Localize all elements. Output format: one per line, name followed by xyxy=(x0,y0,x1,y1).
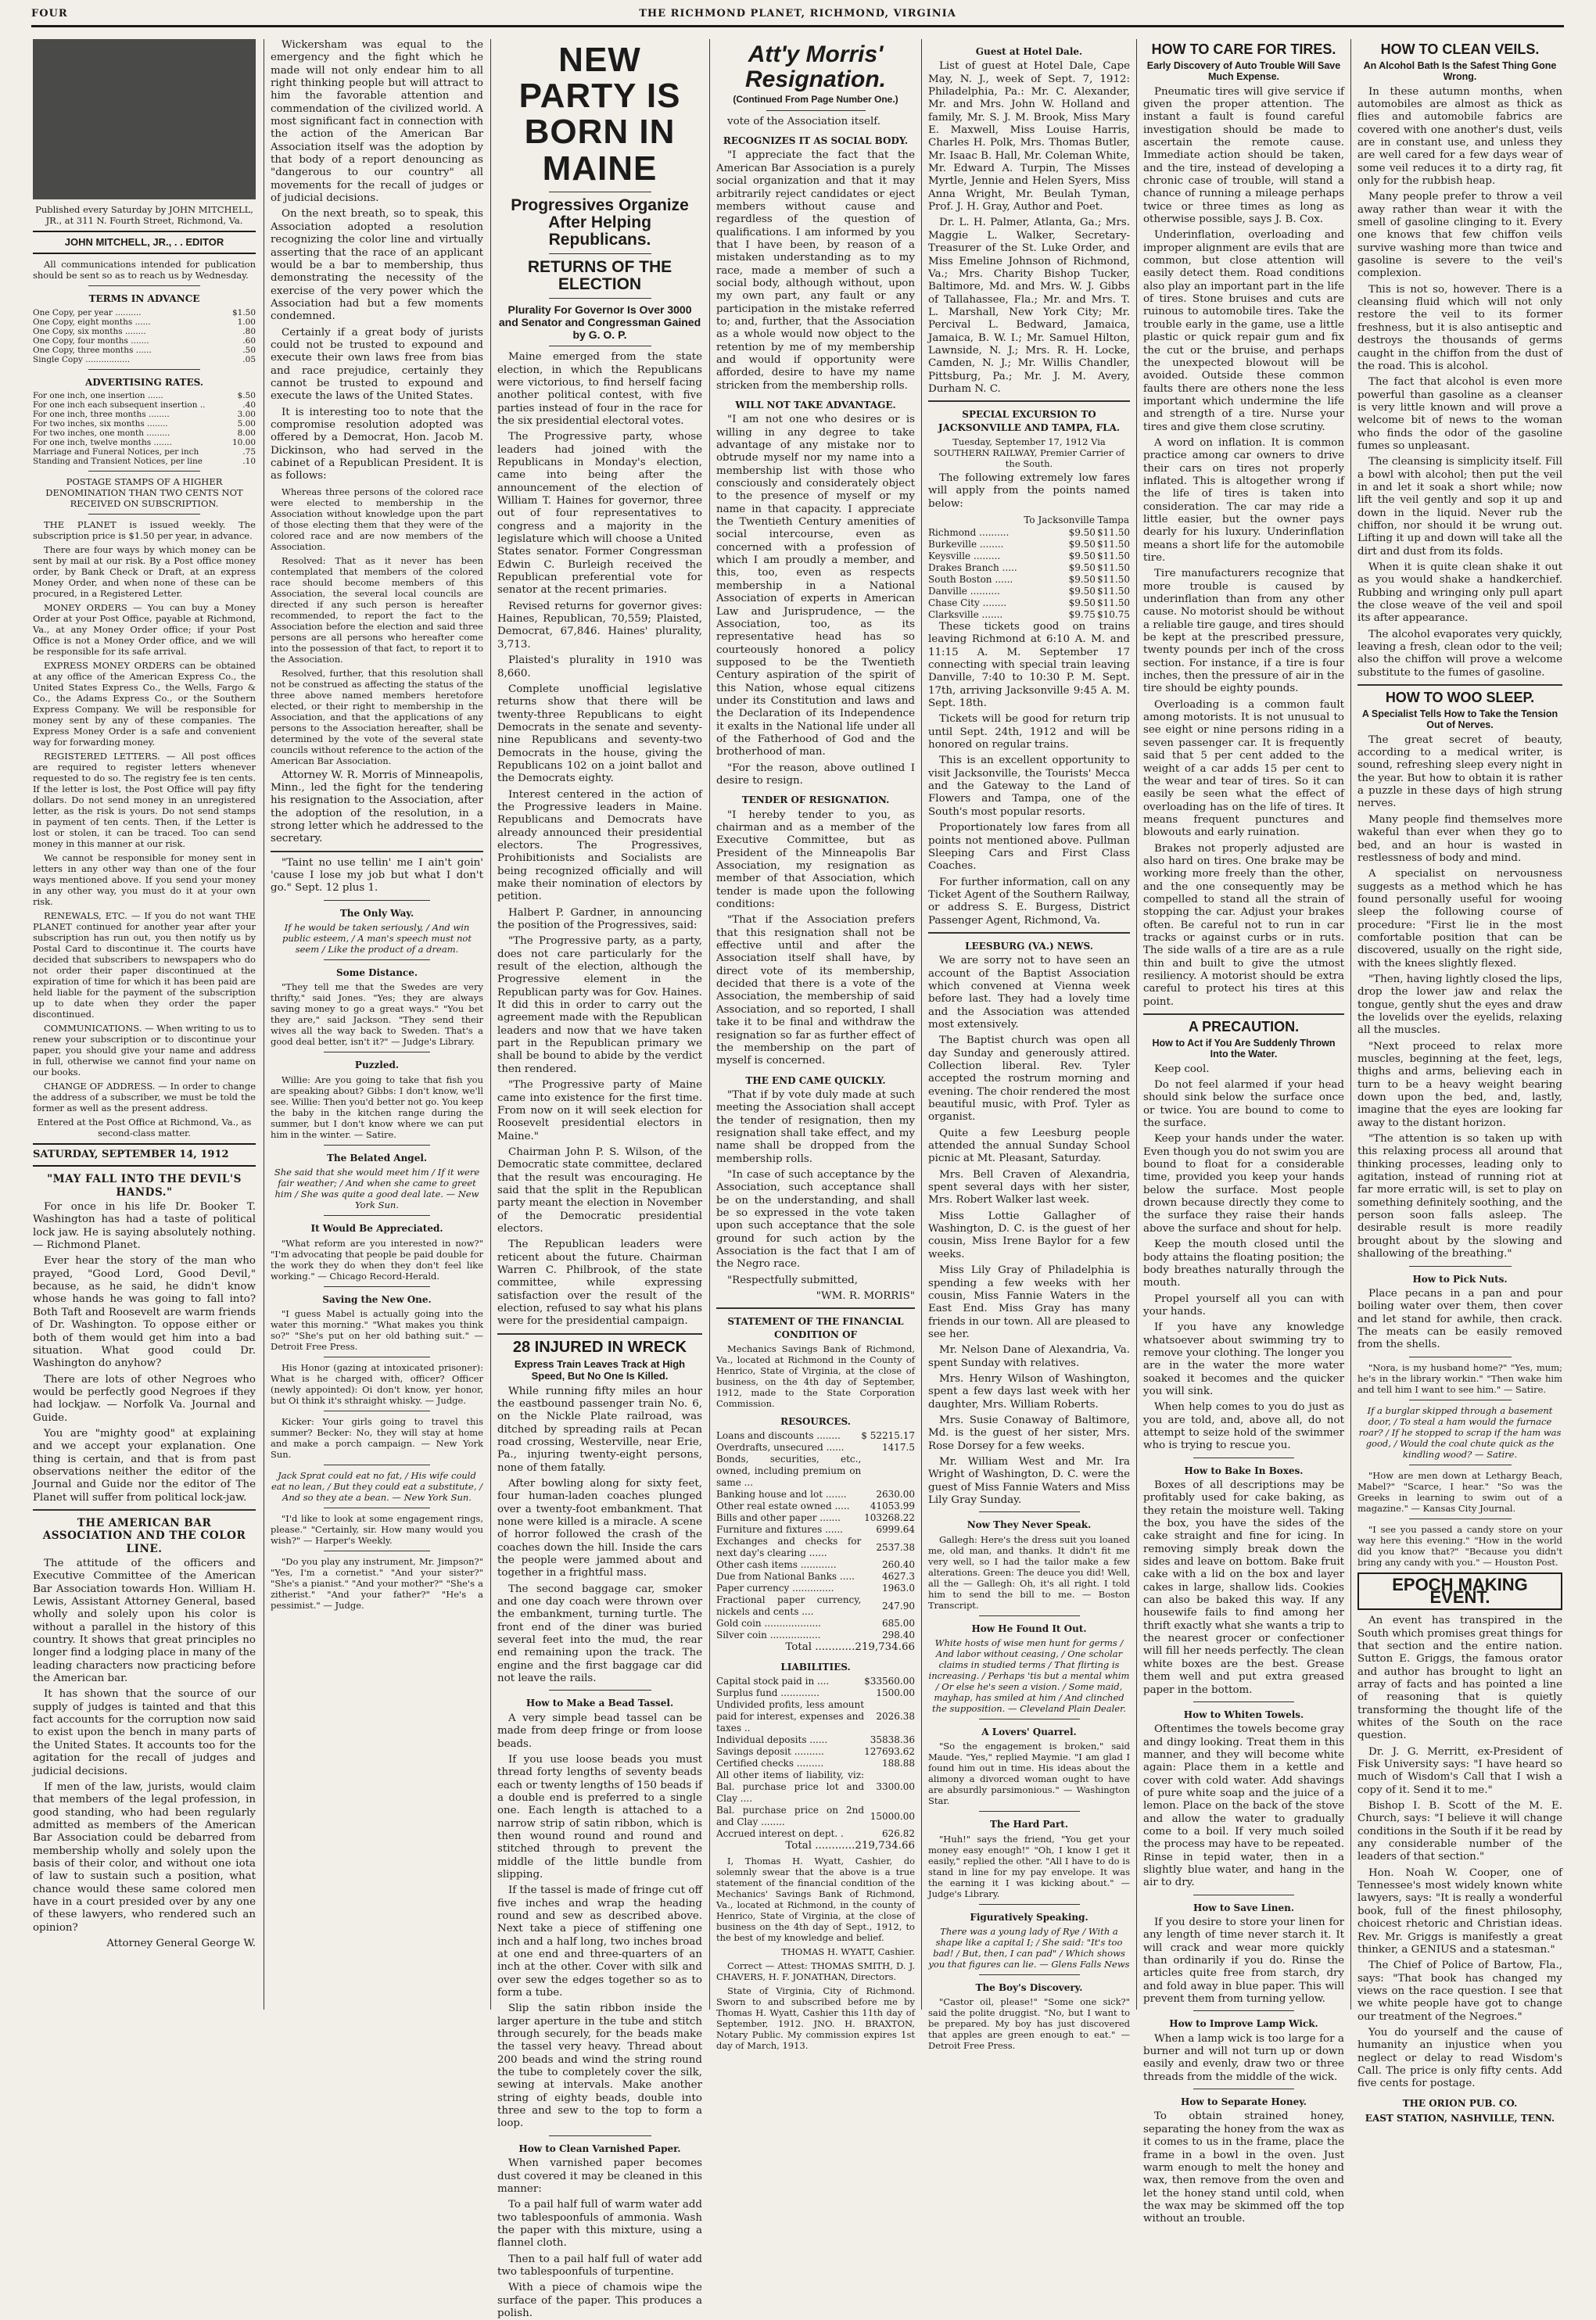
poem: There was a young lady of Rye / With a shape like a capital I; / She said: "It's too bad! / But, then, I can pad" / Which shows you that figures can lie. — Glens Falls News xyxy=(928,1926,1130,1970)
paragraph: Many people prefer to throw a veil away rather than wear it with the smell of gasoline clinging to it. Every one knows that few chiffon veils survive washing more than twice and gasoline is severe to the veil's complexion. xyxy=(1357,191,1562,280)
terms-heading: TERMS IN ADVANCE xyxy=(88,293,200,305)
paragraph: We are sorry not to have seen an account of the Baptist Association which convened at Vienna week before last. They had a lovely time and the Association was attended most extensively. xyxy=(928,955,1130,1031)
table-row: For one inch, one insertion ...... $.50 xyxy=(33,391,256,401)
paragraph: While running fifty miles an hour the eastbound passenger train No. 6, on the Nickle Plate railroad, was ditched by spreading rails at Pecan road crossing, Westerville, near Erie, Pa., injuring twenty-eight persons, none of them fatally. xyxy=(497,1385,702,1474)
paragraph: Boxes of all descriptions may be profitably used for cake baking, as they retain the moisture well. Taking the box, you have the sides of the cake straight and fine for icing. In removing simply break down the sides and leave on bottom. Bake fruit cake with a lid on the box and layer cakes in large, shallow lids. Cookies can also be baked this way. If any housewife fails to find among her thrift exactly what she wants a trip to the nearest grocer or confectioner will fill her needs perfectly. The clean white boxes are the best. Grease them well and put extra greased paper in the bottom. xyxy=(1143,1479,1344,1696)
column-3 xyxy=(497,39,702,2319)
paragraph: "In case of such acceptance by the Association, such acceptance shall be on the understanding, and shall be so expressed in the vote taken upon such acceptance that the sole ground for such action by the Association is the fact that I am of the Negro race. xyxy=(716,1168,915,1271)
column-rule xyxy=(1350,39,1351,2010)
dateline: SATURDAY, SEPTEMBER 14, 1912 xyxy=(33,1143,256,1167)
table-row: For one inch each subsequent insertion .. .40 xyxy=(33,400,256,411)
table-row: Loans and discounts ........ $ 52215.17 xyxy=(716,1430,915,1442)
subhead: Progressives Organize After Helping Republicans. xyxy=(511,195,689,249)
paragraph: "For the reason, above outlined I desire to resign. xyxy=(716,762,915,787)
paragraph: REGISTERED LETTERS. — All post offices are required to register letters whenever requested to do so. The registry fee is ten cents. If the letter is lost, the Post Office will pay fifty dollars. Do not send money in an unregistered letter, as the risk is yours. Do not send stamps in payment of ten cents. Then, if the Letter is lost or stolen, it can be traced. Too can send money in this manner at our risk. xyxy=(33,751,256,850)
cashier: THOMAS H. WYATT, Cashier. xyxy=(781,1946,915,1958)
paragraph: "Then, having lightly closed the lips, drop the lower jaw and relax the tongue, gently shut the eyes and draw the lovelids over the eyelids, relaxing all the muscles. xyxy=(1357,973,1562,1037)
table-row: Overdrafts, unsecured ...... 1417.5 xyxy=(716,1442,915,1454)
editor-line: JOHN MITCHELL, JR., . . EDITOR xyxy=(33,231,256,254)
paragraph: Gallegh: Here's the dress suit you loaned me, old man, and thanks. It didn't fit me very well, so I had the tailor make a few alterations. Green: The deuce you did! Well, all the — Gallegh: Oh, it's all right. I told him to send the bill to me. — Boston Transcript. xyxy=(928,1533,1130,1611)
continued-note: (Continued From Page Number One.) xyxy=(733,94,898,105)
paragraph: "How are men down at Lethargy Beach, Mabel?" "Scarce, I hear." "So was the Greeks in learning to swim out of a magazine." — Kansas City Journal. xyxy=(1357,1469,1562,1514)
poem: Jack Sprat could eat no fat, / His wife could eat no lean, / But they could eat a substitute, / And so they ate a bean. — New York Sun. xyxy=(271,1469,483,1503)
paragraph: Halbert P. Gardner, in announcing the position of the Progressives, said: xyxy=(497,906,702,932)
paragraph: Resolved: That as it never has been contemplated that members of the colored race should become members of this Association, the several local councils are directed if any such person is hereafter recommended, to report the fact to the Association before the election and said three persons are all persons who hereafter come into the possession of that fact, to report it to the Association. xyxy=(271,554,483,665)
paragraph: The Republican leaders were reticent about the future. Chairman Warren C. Philbrook, of the state committee, while expressing satisfaction over the result of the election, refused to say what his plans were for the presidential campaign. xyxy=(497,1239,702,1328)
paragraph: This is an excellent opportunity to visit Jacksonville, the Tourists' Mecca and the Gateway to the Land of Flowers and Tampa, one of the South's most popular resorts. xyxy=(928,755,1130,818)
ads-table xyxy=(33,391,256,466)
paragraph: I, Thomas H. Wyatt, Cashier, do solemnly swear that the above is a true statement of the financial condition of the Mechanics' Savings Bank of Richmond, Va., located at Richmond, in the county of Henrico, State of Virginia, at the close of business on the 4th day of Sept., 1912, to the best of my knowledge and belief. xyxy=(716,1856,915,1944)
entered-notice: Entered at the Post Office at Richmond, Va., as second-class matter. xyxy=(37,1117,252,1139)
paragraph: Proportionately low fares from all points not mentioned above. Pullman Sleeping Cars and First Class Coaches. xyxy=(928,822,1130,873)
subhead: TENDER OF RESIGNATION. xyxy=(741,794,890,806)
paragraph: COMMUNICATIONS. — When writing to us to renew your subscription or to discontinue your paper, you should give your name and address in full, otherwise we cannot find your name on our books. xyxy=(33,1023,256,1078)
table-row: One Copy, eight months ...... 1.00 xyxy=(33,317,256,327)
paragraph: If the tassel is made of fringe cut off five inches and wrap the heading round and sew as described above. Next take a piece of stiffening one inch and a half long, two inches broad at one end and three-quarters of an inch at the other. Cover with silk and over sew the edges together so as to form a tube. xyxy=(497,1884,702,1999)
ads-heading: ADVERTISING RATES. xyxy=(84,376,204,388)
paragraph: Chairman John P. S. Wilson, of the Democratic state committee, declared that the result was encouraging. He said that the split in the Republican party meant the election in November of the Democratic presidential electors. xyxy=(497,1146,702,1235)
paragraph: CHANGE OF ADDRESS. — In order to change the address of a subscriber, we must be told the former as well as the present address. xyxy=(33,1081,256,1114)
item-heading: How to Separate Honey. xyxy=(1181,2096,1307,2108)
table-row: Other real estate owned ..... 41053.99 xyxy=(716,1501,915,1512)
paragraph: Brakes not properly adjusted are also hard on tires. One brake may be working more freely than the other, and the one consequently may be compelled to stand all the strain of stopping the car. Adjust your brakes often. Be careful not to run in car tracks or against curbs or in ruts. The side walls of a tire are as a rule thin and built to give the utmost resiliency. A motorist should be extra careful to protect his tires at this point. xyxy=(1143,842,1344,1008)
liabilities-heading: LIABILITIES. xyxy=(780,1661,851,1673)
paragraph: Miss Lily Gray of Philadelphia is spending a few weeks with her cousin, Miss Fannie Waters in the East End. Miss Gray has many friends in our town. All are pleased to see her. xyxy=(928,1264,1130,1340)
paragraph: Whereas three persons of the colored race were elected to membership in the Association without knowledge upon the part of those electing them that they were of the colored race and are now members of the Association. xyxy=(271,486,483,552)
paragraph: Tickets will be good for return trip until Sept. 24th, 1912 and will be honored on regular trains. xyxy=(928,713,1130,751)
paragraph: You do yourself and the cause of humanity an injustice when you neglect or delay to read Wisdom's Call. The price is only fifty cents. Add five cents for postage. xyxy=(1357,2026,1562,2090)
paragraph: The cleansing is simplicity itself. Fill a bowl with alcohol; then put the veil in and let it soak a short while; now lift the veil gently and sop it up and down in the liquid. Never rub the chiffon, nor should it be wrung out. Lifting it up and down will take all the dirt and dust from its folds. xyxy=(1357,456,1562,558)
paragraph: When varnished paper becomes dust covered it may be cleaned in this manner: xyxy=(497,2157,702,2195)
paragraph: "I appreciate the fact that the American Bar Association is a purely social organization and that it may arbitrarily reject candidates or eject members without cause and regardless of the question of qualifications. I am informed by you that I have been, by reason of a mistaken understanding as to my race, made a member of such a social body, although without, upon my own part, any fault or any participation in the mistake referred to; and, further, that the Association as a whole would now object to the retention by me of my membership and would if opportunity were afforded, desire to have my name stricken from the membership rolls. xyxy=(716,149,915,392)
item-heading: How He Found It Out. xyxy=(971,1623,1087,1634)
table-row: Undivided profits, less amount paid for interest, expenses and taxes .. 2026.38 xyxy=(716,1699,915,1734)
paragraph: Mr. Nelson Dane of Alexandria, Va. spent Sunday with relatives. xyxy=(928,1344,1130,1369)
table-row: Richmond .......... $9.50 $11.50 xyxy=(928,527,1130,538)
table-row: For two inches, six months ........ 5.00 xyxy=(33,419,256,429)
table-row: One Copy, per year .......... $1.50 xyxy=(33,307,256,317)
table-row: Accrued interest on dept. . 626.82 xyxy=(716,1828,915,1840)
paragraph: You are "mighty good" at explaining and we accept your explanation. One thing is certain, and that is from past observations neither the editor of the Journal and Guide nor the editor of The Planet will suffer from political lock-jaw. xyxy=(33,1427,256,1504)
paragraph: Hon. Noah W. Cooper, one of Tennessee's most widely known white lawyers, says: "It is really a wonderful book, full of the finest philosophy, choicest rhetoric and Christian ideas. Rev. Mr. Griggs is manifestly a great thinker, a GENIUS and a statesman." xyxy=(1357,1866,1562,1956)
table-row: Silver coin ................. 298.40 xyxy=(716,1630,915,1641)
paragraph: Pneumatic tires will give service if given the proper attention. The instant a fault is found careful investigation should be made to ascertain the remote cause. Immediate action should be taken, and the tire, instead of developing a chronic case of trouble, will stand a chance of running a mileage perhaps twice or three times as long as otherwise possible, says J. B. Cox. xyxy=(1143,85,1344,226)
page-number: FOUR xyxy=(31,8,68,20)
paragraph: Place pecans in a pan and pour boiling water over them, then cover and let stand for awhile, then crack. The meats can be easily removed from the shells. xyxy=(1357,1287,1562,1351)
paragraph: Mr. William West and Mr. Ira Wright of Washington, D. C. were the guest of Miss Fannie Waters and Miss Lily Gray Sunday. xyxy=(928,1455,1130,1506)
table-row: One Copy, four months ....... .60 xyxy=(33,335,256,346)
table-row: All other items of liability, viz: Bal. purchase price lot and Clay .... 3300.00 xyxy=(716,1770,915,1805)
paragraph: EXPRESS MONEY ORDERS can be obtained at any office of the American Express Co., the United States Express Co., the Wells, Fargo & Co., the Adams Express Co., or the Southern Express Company. We will be responsible for money sent by any of these companies. The Express Money Order is a safe and convenient way for forwarding money. xyxy=(33,660,256,748)
item-heading: How to Improve Lamp Wick. xyxy=(1169,2018,1318,2030)
table-row: One Copy, three months ...... .50 xyxy=(33,345,256,355)
published-notice: Published every Saturday by JOHN MITCHELL, JR., at 311 N. Fourth Street, Richmond, Va. xyxy=(35,204,253,226)
item-heading: How to Clean Varnished Paper. xyxy=(518,2143,681,2154)
paragraph: Tire manufacturers recognize that more trouble is caused by underinflation than from any other cause. No motorist should be without a reliable tire gauge, and tires should be kept at the prescribed pressure, twenty pounds per inch of the cross section. For instance, if a tire is four inches, then the pressure of air in the tire should be eighty pounds. xyxy=(1143,568,1344,695)
item-heading: How to Whiten Towels. xyxy=(1183,1709,1304,1720)
subhead: Early Discovery of Auto Trouble Will Save Much Expense. xyxy=(1146,59,1341,83)
resources-heading: RESOURCES. xyxy=(780,1416,851,1428)
item-heading: Some Distance. xyxy=(335,967,418,979)
table-row: Bal. purchase price on 2nd and Clay ........ 15000.00 xyxy=(716,1805,915,1828)
paragraph: Overloading is a common fault among motorists. It is not unusual to see eight or nine persons riding in a seven passenger car. It is frequently said that 5 per cent added to the weight of a car adds 15 per cent to the wear and tear of tires. So it can easily be seen what the effect of overloading has on the life of tires. It means frequent punctures and blowouts and early ruination. xyxy=(1143,698,1344,839)
paragraph: "That if the Association prefers that this resignation shall not be effective until and after the Association itself shall have, by direct vote of its membership, decided that there is a vote of the Association, the membership of said Association, and so reported, I shall take it to be final and withdraw the resignation so far as further effect of the membership on the part of myself is concerned. xyxy=(716,914,915,1067)
column-4 xyxy=(716,39,915,2052)
item-heading: Figuratively Speaking. xyxy=(970,1911,1089,1923)
item-heading: LEESBURG (VA.) NEWS. xyxy=(965,940,1093,952)
postage-notice: POSTAGE STAMPS OF A HIGHER DENOMINATION THAN TWO CENTS NOT RECEIVED ON SUBSCRIPTION. xyxy=(45,476,243,510)
paragraph: It is interesting too to note that the compromise resolution adopted was offered by a Democrat, Hon. Jacob M. Dickinson, who had served in the cabinet of a Republican President. It is as follows: xyxy=(271,406,483,482)
table-row: Danville .......... $9.50 $11.50 xyxy=(928,586,1130,597)
paragraph: Dr. L. H. Palmer, Atlanta, Ga.; Mrs. Maggie L. Walker, Secretary-Treasurer of the St. Luke Order, and Miss Emeline Johnson of Richmond, Va.; Mrs. Charity Bishop Tucker, Baltimore, Md. and Mrs. W. J. Gibbs of Tallahassee, Fla.; Mr. and Mrs. T. L. Marshall, New York City; Mr. Percival L. Bedward, Jamaica, Jamaica, B. W. I.; Mr. Samuel Hilton, Lawnside, N. J.; Mrs. R. H. Locke, Camden, N. J.; Mr. Willis Chandler, Pittsburg, Pa.; Mr. J. M. Avery, Durham N. C. xyxy=(928,217,1130,395)
paragraph: "The Progressive party of Maine came into existence for the first time. From now on it will seek election for Roosevelt presidential electors in Maine." xyxy=(497,1079,702,1142)
paragraph: Mrs. Susie Conaway of Baltimore, Md. is the guest of her sister, Mrs. Rose Dorsey for a few weeks. xyxy=(928,1414,1130,1452)
paragraph: Attorney General George W. xyxy=(106,1937,256,1949)
table-row: Drakes Branch ..... $9.50 $11.50 xyxy=(928,562,1130,573)
paragraph: RENEWALS, ETC. — If you do not want THE PLANET continued for another year after your subscription has run out, you then notify us by Postal Card to discontinue it. The courts have decided that subscribers to newspapers who do not order their paper discontinued at the expiration of time for which it has been paid are held liable for the payment of the subscription up to date when they order the paper discontinued. xyxy=(33,910,256,1020)
table-row: Savings deposit .......... 127693.62 xyxy=(716,1746,915,1758)
paragraph: Revised returns for governor gives: Haines, Republican, 70,559; Plaisted, Democrat, 67,846. Haines' plurality, 3,713. xyxy=(497,600,702,651)
column-7 xyxy=(1357,39,1562,2124)
paragraph: If you use loose beads you must thread forty lengths of seventy beads each or twenty lengths of 150 beads if a double end is preferred to a single one. Each length is attached to a narrow strip of satin ribbon, which is then wound round and round and stitched through to prevent the middle of the little bundle from slipping. xyxy=(497,1753,702,1881)
table-row: Paper currency .............. 1963.0 xyxy=(716,1583,915,1594)
paragraph: If you desire to store your linen for any length of time never starch it. It will crack and wear more quickly than ordinarily if you do. Rinse the articles quite free from starch, dry and fold away in blue paper. This will prevent them from turning yellow. xyxy=(1143,1917,1344,2006)
paragraph: A specialist on nervousness suggests as a method which he has found personally useful for wooing sleep the following course of procedure: "First lie in the most comfortable position that can be discovered, usually on the right side, with the knees slightly flexed. xyxy=(1357,868,1562,970)
paragraph: The great secret of beauty, according to a medical writer, is sound, refreshing sleep every night in the year. But how to obtain it is rather a puzzle in these days of high strung nerves. xyxy=(1357,733,1562,810)
paragraph: His Honor (gazing at intoxicated prisoner): What is he charged with, officer? Officer (newly appointed): Oi don't know, yer honor, but Oi think it's sthraight whisky. — Judge. xyxy=(271,1361,483,1406)
item-heading: Now They Never Speak. xyxy=(967,1519,1092,1531)
headline-returns: RETURNS OF THE ELECTION xyxy=(527,257,672,293)
table-row: Capital stock paid in .... $33560.00 xyxy=(716,1676,915,1687)
table-row: Keysville ......... $9.50 $11.50 xyxy=(928,550,1130,561)
paragraph: "Nora, is my husband home?" "Yes, mum; he's in the library workin." "Then wake him and tell him I want to see him." — Satire. xyxy=(1357,1361,1562,1395)
paragraph: THE PLANET is issued weekly. The subscription price is $1.50 per year, in advance. xyxy=(33,519,256,542)
paragraph: Many people find themselves more wakeful than ever when they go to bed, and an hour is wasted in restlessness of body and mind. xyxy=(1357,813,1562,864)
column-6 xyxy=(1143,39,1344,2225)
paragraph: When help comes to you do just as you are told, and, above all, do not attempt to seize hold of the swimmer who is trying to rescue you. xyxy=(1143,1401,1344,1452)
paragraph: "Next proceed to relax more muscles, beginning at the feet, legs, thighs and arms, believing each in turn to be a heavy weight bearing down upon the bed, and, lastly, imagine that the eyes are looking far away to the distant horizon. xyxy=(1357,1040,1562,1129)
item-heading: Puzzled. xyxy=(354,1060,400,1071)
paragraph: "They tell me that the Swedes are very thrifty," said Jones. "Yes; they are always saving money to go a great ways." "You bet they are," said Jackson. "They send their wives all the way back to Sweden. That's a good deal better, isn't it?" — Judge's Library. xyxy=(271,981,483,1048)
masthead-title: THE RICHMOND PLANET, RICHMOND, VIRGINIA xyxy=(639,8,956,20)
publisher: THE ORION PUB. CO. xyxy=(1402,2097,1518,2109)
paragraph: Dr. J. G. Merritt, ex-President of Fisk University says: "I have heard so much of Wisdom's Call that I wish a copy of it. Send it to me." xyxy=(1357,1745,1562,1796)
paragraph: Mrs. Henry Wilson of Washington, spent a few days last week with her daughter, Mrs. William Roberts. xyxy=(928,1372,1130,1411)
paragraph: The Progressive party, whose leaders had joined with the Republicans in Monday's election, came into being after the announcement of the election of William T. Haines for governor, three out of four representatives to congress and a majority in the legislature which will choose a United States senator. Former Congressman Edwin C. Burleigh received the Republican preferential vote for senator at the recent primaries. xyxy=(497,431,702,597)
table-row: For one inch, three months ........ 3.00 xyxy=(33,410,256,420)
paragraph: Oftentimes the towels become gray and dingy looking. Treat them in this manner, and they will become white again: Place them in a kettle and cover with cold water. Add shavings of pure white soap and the juice of a lemon. Place on the back of the stove and allow the water to gradually come to a boil. If very much soiled the process may have to be repeated. Rinse in tepid water, then in a slightly blue water, and hang in the air to dry. xyxy=(1143,1723,1344,1889)
table-row: Furniture and fixtures ...... 6999.64 xyxy=(716,1524,915,1536)
table-row: To Jacksonville Tampa xyxy=(1024,515,1129,525)
subhead: How to Act if You Are Suddenly Thrown Into the Water. xyxy=(1152,1037,1336,1060)
attest: Correct — Attest: THOMAS SMITH, D. J. CHAVERS, H. F. JONATHAN, Directors. xyxy=(716,1960,915,1983)
paragraph: MONEY ORDERS — You can buy a Money Order at your Post Office, payable at Richmond, Va., at any Money Order office; if your Post Office is not a Money Order office, and we will be responsible for its safe arrival. xyxy=(33,602,256,658)
paragraph: The second baggage car, smoker and one day coach were thrown over the embankment, turning turtle. The front end of the diner was buried several feet into the mud, the rear end remaining upon the track. The engine and the first baggage car did not leave the rails. xyxy=(497,1583,702,1685)
paragraph: Bishop I. B. Scott of the M. E. Church, says: "I believe it will change conditions in the South if it be read by any considerable number of the leaders of that section." xyxy=(1357,1800,1562,1863)
editorial-heading: THE AMERICAN BAR ASSOCIATION AND THE COLOR LINE. xyxy=(42,1516,246,1555)
fares-table xyxy=(928,514,1130,621)
column-2 xyxy=(271,39,483,2010)
headline-precaution: A PRECAUTION. xyxy=(1188,1019,1300,1035)
paragraph: "Castor oil, please!" "Some one sick?" said the polite druggist. "No, but I want to be prepared. My boy has just discovered that apples are green enough to eat." — Detroit Free Press. xyxy=(928,1996,1130,2052)
paragraph: Wickersham was equal to the emergency and the fight which he made will not only endear him to all right thinking people but will attract to him the favorable attention and commendation of the civilized world. A most significant fact in connection with the action of the American Bar Association itself was the adoption by that body of a report denouncing as "dangerous to our country" all movements for the recall of judges or of judicial decisions. xyxy=(271,39,483,205)
paragraph: We cannot be responsible for money sent in letters in any other way than one of the four ways mentioned above. If you send your money in any other way, you must do it at your own risk. xyxy=(33,852,256,908)
paragraph: Complete unofficial legislative returns show that there will be twenty-three Republicans to eight Democrats in the senate and seventy-nine Republicans and seventy-two Democrats in the house, giving the Republicans 102 on a joint ballot and the Democrats eighty. xyxy=(497,683,702,785)
table-row: For one inch, twelve months ....... 10.00 xyxy=(33,438,256,448)
column-rule xyxy=(1136,39,1137,2010)
resources-table xyxy=(716,1430,915,1641)
item-heading: How to Make a Bead Tassel. xyxy=(525,1698,674,1709)
total: Total ............219,734.66 xyxy=(785,1641,915,1654)
paragraph: Willie: Are you going to take that fish you are speaking about? Gibbs: I don't know, we'll see. Willie: Then you'd better not go. You keep the baby in the kitchen range during the summer, but I don't know where we can put him in the winter. — Satire. xyxy=(271,1074,483,1140)
paragraph: "Do you play any instrument, Mr. Jimpson?" "Yes, I'm a cornetist." "And your sister?" "She's a pianist." "And your mother?" "She's a zitherist." "And your father?" "He's a pessimist." — Judge. xyxy=(271,1555,483,1611)
table-row: One Copy, six months ........ .80 xyxy=(33,326,256,336)
paragraph: An event has transpired in the South which promises great things for that section and the entire nation. Sutton E. Griggs, the famous orator and author has brought to light an array of facts and has pointed a line of reasoning that is quietly transforming the thought life of the whites of the South on the race question. xyxy=(1357,1615,1562,1742)
editorial-heading: "MAY FALL INTO THE DEVIL'S HANDS." xyxy=(47,1173,242,1199)
item-heading: Guest at Hotel Dale. xyxy=(975,46,1083,57)
signature: "WM. R. MORRIS" xyxy=(816,1290,915,1303)
table-row: For two inches, one month ......... 8.00 xyxy=(33,429,256,439)
paragraph: For further information, call on any Ticket Agent of the Southern Railway, or address S. E. Burgess, District Passenger Agent, Richmond, Va. xyxy=(928,876,1130,927)
epoch-headline: EPOCH MAKING EVENT. xyxy=(1357,1572,1562,1611)
subhead: Plurality For Governor Is Over 3000 and Senator and Congressman Gained by G. O. P. xyxy=(498,303,701,342)
paragraph: "So the engagement is broken," said Maude. "Yes," replied Maymie. "I am glad I found him out in time. His ideas about the alimony a divorced woman ought to have are absurdly parsimonious." — Washington Star. xyxy=(928,1741,1130,1807)
paragraph: When it is quite clean shake it out as you would shake a handkerchief. Rubbing and wringing only pull apart the close weave of the veil and spoil its after appearance. xyxy=(1357,561,1562,625)
table-row: Clarksville ....... $9.75 $10.75 xyxy=(928,609,1130,620)
paragraph: Quite a few Leesburg people attended the annual Sunday School picnic at Mt. Pleasant, Saturday. xyxy=(928,1127,1130,1165)
table-row: Burkeville ........ $9.50 $11.50 xyxy=(928,539,1130,550)
paragraph: Keep cool. xyxy=(1154,1063,1210,1075)
subhead: RECOGNIZES IT AS SOCIAL BODY. xyxy=(723,135,909,147)
item-heading: The Hard Part. xyxy=(990,1819,1068,1831)
table-row: Standing and Transient Notices, per line .10 xyxy=(33,457,256,467)
item-heading: The Belated Angel. xyxy=(326,1152,428,1164)
paragraph: Attorney W. R. Morris of Minneapolis, Minn., led the fight for the tendering his resignation to the Association, after the adoption of the resolution, in a strong letter which he addressed to the secretary. xyxy=(271,769,483,845)
paragraph: If men of the law, jurists, would claim that members of the legal profession, in good standing, who had been regularly admitted as members of the American Bar Association could be debarred from membership wholly and solely upon the basis of their color, and without one iota of law to sustain such a position, what chance would these same colored men have in a court presided over by any one of these lawyers, who rendered such an opinion? xyxy=(33,1780,256,1934)
paragraph: "The Progressive party, as a party, does not care particularly for the result of the election, although the Progressive element in the Republican party was for Gov. Haines. It did this in order to carry out the agreement made with the Republican leaders and now that we have taken part in the Republican primary we shall be bound to abide by the verdict then rendered. xyxy=(497,935,702,1075)
subhead: Express Train Leaves Track at High Speed, But No One Is Killed. xyxy=(514,1357,686,1382)
table-row: Certified checks ......... 188.88 xyxy=(716,1758,915,1770)
column-1 xyxy=(33,39,256,2010)
paragraph: The Baptist church was open all day Sunday and generously attired. Collection liberal. Rev. Tyler accepted the rostrum morning and evening. The choir rendered the most beautiful music, with Prof. Tyler as organist. xyxy=(928,1034,1130,1124)
paragraph: "What reform are you interested in now?" "I'm advocating that people be paid double for the work they do when they don't feel like working." — Chicago Record-Herald. xyxy=(271,1237,483,1282)
paragraph: "I hereby tender to you, as chairman and as a member of the Executive Committee, but as President of the Minneapolis Bar Association, my resignation as member of that Association, which tender is made upon the following conditions: xyxy=(716,809,915,911)
poem: She said that she would meet him / If it were fair weather; / And when she came to greet him / She was quite a good deal late. — New York Sun. xyxy=(274,1167,480,1211)
subhead: An Alcohol Bath Is the Safest Thing Gone Wrong. xyxy=(1363,59,1557,83)
table-row: Chase City ........ $9.50 $11.50 xyxy=(928,597,1130,608)
paragraph: After bowling along for sixty feet, four human-laden coaches plunged over a twenty-foot embankment. That none were killed is a miracle. A scene of horror followed the crash of the coaches down the hill. Inside the cars the people were jammed about and together in a frightful mass. xyxy=(497,1477,702,1580)
paragraph: The fact that alcohol is even more powerful than gasoline as a cleanser is very little known and will prove a welcome bit of news to the woman who finds the odor of the gasoline fumes so unpleasant. xyxy=(1357,376,1562,452)
paragraph: Certainly if a great body of jurists could not be trusted to expound and execute their own laws free from bias and race prejudice, certainly they cannot be trusted to expound and execute the laws of the United States. xyxy=(271,326,483,403)
table-row: Bonds, securities, etc., owned, including premium on same ... xyxy=(716,1454,862,1489)
paragraph: There are lots of other Negroes who would be perfectly good Negroes if they had lockjaw. — Norfolk Va. Journal and Guide. xyxy=(33,1373,256,1424)
paragraph: Interest centered in the action of the Progressive leaders in Maine. Republicans and Democrats have already announced their presidential electors. The Progressives, Prohibitionists and Socialists are being recognized officially and will make their nomination of electors by petition. xyxy=(497,788,702,903)
headline-tires: HOW TO CARE FOR TIRES. xyxy=(1151,41,1336,57)
table-row: South Boston ...... $9.50 $11.50 xyxy=(928,574,1130,585)
paragraph: In these autumn months, when automobiles are almost as thick as flies and automobile fabrics are covered with one another's dust, veils are in constant use, and unless they are well cared for a few days wear of some veil reduces it to a dirty rag, fit only for the rubbish heap. xyxy=(1357,85,1562,188)
poem: If a burglar skipped through a basement door, / To steal a ham would the furnace roar? / If he stopped to scrap if the ham was good, / Would the coal chute quick as the kindling wood? — Satire. xyxy=(1358,1404,1562,1460)
paragraph: "I guess Mabel is actually going into the water this morning." "What makes you think so?" "She's put on her old bathing suit." — Detroit Free Press. xyxy=(271,1307,483,1352)
column-rule xyxy=(490,39,491,2010)
paragraph: "Respectfully submitted, xyxy=(727,1274,858,1286)
paragraph: Miss Lottie Gallagher of Washington, D. C. is the guest of her cousin, Miss Irene Baylor for a few weeks. xyxy=(928,1210,1130,1260)
paragraph: "Huh!" says the friend, "You get your money easy enough!" "Oh, I know I get it easily," replied the other. "All I have to do is stand in line for my pay envelope. It was the earning it I was kicking about." — Judge's Library. xyxy=(928,1833,1130,1899)
table-row: Surplus fund ............. 1500.00 xyxy=(716,1687,915,1699)
table-row: Bills and other paper ....... 103268.22 xyxy=(716,1512,915,1524)
paragraph: Propel yourself all you can with your hands. xyxy=(1143,1293,1344,1318)
subhead: THE END CAME QUICKLY. xyxy=(745,1074,886,1086)
subhead: WILL NOT TAKE ADVANTAGE. xyxy=(735,400,896,411)
table-row: Due from National Banks ..... 4627.3 xyxy=(716,1571,915,1583)
paragraph: A very simple bead tassel can be made from deep fringe or from loose beads. xyxy=(497,1712,702,1750)
item-heading: Saving the New One. xyxy=(322,1293,432,1305)
paragraph: Ever hear the story of the man who prayed, "Good Lord, Good Devil," because, as he said, he didn't know whose hands he was going to fall into? Both Taft and Roosevelt are warm friends of Dr. Washington. To oppose either or both of them would get him into a bad situation. What good could Dr. Washington do anyhow? xyxy=(33,1255,256,1370)
paragraph: The alcohol evaporates very quickly, leaving a fresh, clean odor to the veil; also the chiffon will prove a welcome substitute to the fumes of gasoline. xyxy=(1357,628,1562,679)
masthead xyxy=(31,5,1564,27)
paragraph: Kicker: Your girls going to travel this summer? Becker: No, they will stay at home and make a porch campaign. — New York Sun. xyxy=(271,1415,483,1460)
column-5 xyxy=(928,39,1130,2052)
item-heading: How to Save Linen. xyxy=(1193,1902,1295,1913)
headline-wreck: 28 INJURED IN WRECK xyxy=(512,1338,687,1356)
headline-veils: HOW TO CLEAN VEILS. xyxy=(1380,41,1540,57)
paragraph: Do not feel alarmed if your head should sink below the surface once or twice. You are bound to come to the surface. xyxy=(1143,1079,1344,1130)
item-heading: A Lovers' Quarrel. xyxy=(981,1727,1077,1738)
item-heading: It Would Be Appreciated. xyxy=(310,1223,443,1235)
paragraph: When a lamp wick is too large for a burner and will not turn up or down easily and evenly, draw two or three threads from the middle of the wick. xyxy=(1143,2032,1344,2083)
paragraph: Maine emerged from the state election, in which the Republicans were victorious, to find herself facing another political contest, with five parties instead of four in the race for the six presidential electoral votes. xyxy=(497,351,702,427)
paragraph: "The attention is so taken up with this relaxing process all around that thinking processes, leading only to agitation, instead of running riot at far more erratic will, is set to play on something definitely soothing, and the person soon falls asleep. The desirable result is more readily brought about by the slowing and shallowing of the breathing." xyxy=(1357,1133,1562,1260)
paragraph: Resolved, further, that this resolution shall not be construed as affecting the status of the three above named members heretofore elected, or their right to membership in the Association, and that the applications of any persons to the Association hereafter, shall be determined by the vote of the several state councils without reference to the action of the American Bar Association. xyxy=(271,667,483,766)
quote: "Taint no use tellin' me I ain't goin' 'cause I lose my job but what I don't go." Sept. 12 plus 1. xyxy=(271,856,483,895)
paragraph: To obtain strained honey, separating the honey from the wax as it comes to us in the frame, place the frame in a bowl in the oven. Just warm enough to melt the honey and wax, then remove from the oven and let the honey stand until cold, when the wax may be skimmed off the top without an trouble. xyxy=(1143,2110,1344,2225)
table-row: Individual deposits ...... 35838.36 xyxy=(716,1734,915,1746)
table-row: Exchanges and checks for next day's clearing ...... 2537.38 xyxy=(716,1536,915,1559)
paragraph: Mrs. Bell Craven of Alexandria, spent several days with her sister, Mrs. Robert Walker last week. xyxy=(928,1168,1130,1207)
headline-new-party: NEW PARTY IS BORN IN MAINE xyxy=(518,41,681,188)
paragraph: The Chief of Police of Bartow, Fla., says: "That book has changed my views on the race question. I see that we white people have got to change our treatment of the Negroes." xyxy=(1357,1960,1562,2023)
table-row: Marriage and Funeral Notices, per inch .75 xyxy=(33,447,256,457)
paragraph: A word on inflation. It is common practice among car owners to drive their cars on tires not properly inflated. This is altogether wrong if the life of tires is taken into consideration. The car may ride a little easier, but the owner pays dearly for his luxury. Underinflation means a short life for the automobile tire. xyxy=(1143,436,1344,565)
poem: White hosts of wise men hunt for germs / And labor without ceasing, / One scholar claims in studied terms / That flirting is increasing. / Perhaps 'tis but a mental whim / Or else he's seen a vision. / Some maid, mayhap, has smiled at him / And clinched the supposition. — Cleveland Plain Dealer. xyxy=(928,1637,1130,1715)
table-row: Other cash items ............ 260.40 xyxy=(716,1559,915,1571)
table-row: Banking house and lot ....... 2630.00 xyxy=(716,1489,915,1501)
poem: If he would be taken seriously, / And win public esteem, / A man's speech must not seem / Like the product of a dream. xyxy=(282,922,472,956)
paragraph: If you have any knowledge whatsoever about swimming try to remove your clothing. The longer you are in the water the more water soaked it becomes and the quicker you will sink. xyxy=(1143,1321,1344,1397)
paragraph: "I am not one who desires or is willing in any degree to take advantage of any mistake nor to obtrude myself nor my name into a membership list with those who consciously and considerately object to the presence of myself or my name in that capacity. I appreciate the Twentieth Century amenities of social intercourse, even as concerned with a profession of which I am proudly a member, and this, too, even as respects membership in a National Association of experts in American Law and Jurisprudence, — the Association, too, as its representative head has so courteously honored a policy supposed to be the Twentieth Century aspiration of the spirit of this Nation, whose equal citizens under its Constitution and laws and the Declaration of its Independence it exalts in the National life under all of the Fatherhood of God and the brotherhood of man. xyxy=(716,414,915,758)
paragraph: Mechanics Savings Bank of Richmond, Va., located at Richmond in the County of Henrico, State of Virginia, at the close of business, on the 4th day of September, 1912, made to the State Corporation Commission. xyxy=(716,1343,915,1410)
paragraph: "I see you passed a candy store on your way here this evening." "How in the world did you know that?" "Because you didn't bring any candy with you." — Houston Post. xyxy=(1357,1523,1562,1568)
paragraph: The attitude of the officers and Executive Committee of the American Bar Association towards Hon. William H. Lewis, Assistant Attorney General, based wholly and solely upon his color is without a parallel in the history of this country. It shows that great principles no longer find a lodging place in many of the leading characters now practicing before the American bar. xyxy=(33,1558,256,1685)
liabilities-table xyxy=(716,1676,915,1840)
notary: State of Virginia, City of Richmond. Sworn to and subscribed before me by Thomas H. Wyatt, Cashier this 11th day of September, 1912. JNO. H. BRAXTON, Notary Public. My commission expires 1st day of March, 1913. xyxy=(716,1985,915,2052)
paragraph: Keep the mouth closed until the body attains the floating position; the body breathes naturally through the mouth. xyxy=(1143,1239,1344,1289)
terms-table xyxy=(33,308,256,364)
paragraph: "That if by vote duly made at such meeting the Association shall accept the tender of resignation, then my resignation shall take effect, and my name shall be dropped from the membership rolls. xyxy=(716,1088,915,1165)
table-row: Gold coin ................... 685.00 xyxy=(716,1618,915,1630)
paragraph: These tickets good on trains leaving Richmond at 6:10 A. M. and 11:15 A. M. September 17 connecting with special train leaving Danville, 7:40 to 10:30 P. M. Sept. 17th, arriving Jacksonville 9:45 A. M. Sept. 18th. xyxy=(928,621,1130,710)
table-row: Fractional paper currency, nickels and cents .... 247.90 xyxy=(716,1594,915,1618)
paragraph: It has shown that the source of our supply of judges is tainted and that this fact accounts for the corruption now said to exist upon the bench in many parts of the United States. It accounts too for the agitation for the recall of judges and judicial decisions. xyxy=(33,1688,256,1777)
table-row: Single Copy ................. .05 xyxy=(33,354,256,364)
item-heading: How to Pick Nuts. xyxy=(1412,1273,1508,1285)
paragraph: Slip the satin ribbon inside the larger aperture in the tube and stitch through securely, for the beads make the tassel very heavy. Thread about 200 beads and wind the string round the tube to completely cover the silk, sewing at intervals. Make another string of eighty beads, double into three and sew to the top to form a loop. xyxy=(497,2003,702,2130)
paragraph: For once in his life Dr. Booker T. Washington has had a taste of political lock jaw. He is saying absolutely nothing. — Richmond Planet. xyxy=(33,1201,256,1252)
headline-sleep: HOW TO WOO SLEEP. xyxy=(1385,690,1535,706)
excursion-heading: SPECIAL EXCURSION TO JACKSONVILLE AND TAMPA, FLA. xyxy=(938,409,1121,433)
item-heading: How to Bake In Boxes. xyxy=(1184,1465,1304,1476)
excursion-sub: Tuesday, September 17, 1912 Via SOUTHERN RAILWAY, Premier Carrier of the South. xyxy=(933,436,1125,469)
paragraph: With a piece of chamois wipe the surface of the paper. This produces a polish. xyxy=(497,2282,702,2319)
communications-notice: All communications intended for publication should be sent so as to reach us by Wednesday. xyxy=(33,259,256,281)
paragraph: vote of the Association itself. xyxy=(727,115,880,127)
paragraph: Keep your hands under the water. Even though you do not swim you are bound to float for a considerable time, provided you keep your hands below the surface. Most people drown because directly they come to the surface they raise their hands above the surface and shout for help. xyxy=(1143,1133,1344,1235)
paragraph: There are four ways by which money can be sent by mail at our risk. By a Post office money order, by Bank Check or Draft, at an express Money Order, and when none of these can be procured, in a Registered Letter. xyxy=(33,544,256,600)
paragraph: To a pail half full of warm water add two tablespoonfuls of ammonia. Wash the paper with this mixture, using a flannel cloth. xyxy=(497,2199,702,2250)
total: Total ............219,734.66 xyxy=(785,1840,915,1852)
paragraph: This is not so, however. There is a cleansing fluid which will not only restore the veil to its former freshness, but it is also antiseptic and destroys the thousands of germs caught in the chiffon from the dust of the road. This is alcohol. xyxy=(1357,283,1562,372)
paragraph: Plaisted's plurality in 1910 was 8,660. xyxy=(497,654,702,680)
paragraph: Underinflation, overloading and improper alignment are evils that are common, but close attention will easily detect them. Road conditions also play an important part in the life of tires. Stone bruises and cuts are ruinous to automobile tires. Take the trouble early in the game, use a little plastic or quick repair gum and fix the cut or the bruise, and perhaps the unexpected blowout will be avoided. Outside these common faults there are others none the less important which undermine the life and strength of a tire. Nurse your tires and give them close scrutiny. xyxy=(1143,229,1344,433)
item-heading: The Boy's Discovery. xyxy=(975,1982,1083,1994)
column-rule xyxy=(921,39,922,2010)
item-heading: The Only Way. xyxy=(339,907,414,919)
paragraph: "I'd like to look at some engagement rings, please." "Certainly, sir. How many would you wish?" — Harper's Weekly. xyxy=(271,1512,483,1546)
masthead-logo xyxy=(33,39,256,199)
column-rule xyxy=(709,39,710,2010)
paragraph: List of guest at Hotel Dale, Cape May, N. J., week of Sept. 7, 1912: Philadelphia, Pa.: Mr. C. Alexander, Mr. and Mrs. John W. Holland and family, Mr. S. J. M. Brook, Miss Mary E. Maxwell, Miss Louise Harris, Charles H. Polk, Mrs. Thomas Butler, Mr. Isaac B. Hall, Mr. Coleman White, Mr. Edward A. Turpin, The Misses Myrtle, Jennie and Helen Syers, Miss Anna Wright, Mr. Beulah Tyman, Prof. J. H. Gray, Author and Poet. xyxy=(928,60,1130,213)
subhead: A Specialist Tells How to Take the Tension Out of Nerves. xyxy=(1361,708,1558,731)
publisher-address: EAST STATION, NASHVILLE, TENN. xyxy=(1365,2112,1555,2124)
paragraph: Then to a pail half full of water add two tablespoonfuls of turpentine. xyxy=(497,2253,702,2278)
paragraph: The following extremely low fares will apply from the points named below: xyxy=(928,472,1130,510)
paragraph: On the next breath, so to speak, this Association adopted a resolution recognizing the color line and virtually asserting that the race of an applicant would be a bar to membership, thus demonstrating the necessity of the exercise of the very power which the Association had but a few moments condemned. xyxy=(271,208,483,323)
headline-resignation: Att'y Morris' Resignation. xyxy=(744,41,886,92)
financial-heading: STATEMENT OF THE FINANCIAL CONDITION OF xyxy=(727,1316,904,1340)
